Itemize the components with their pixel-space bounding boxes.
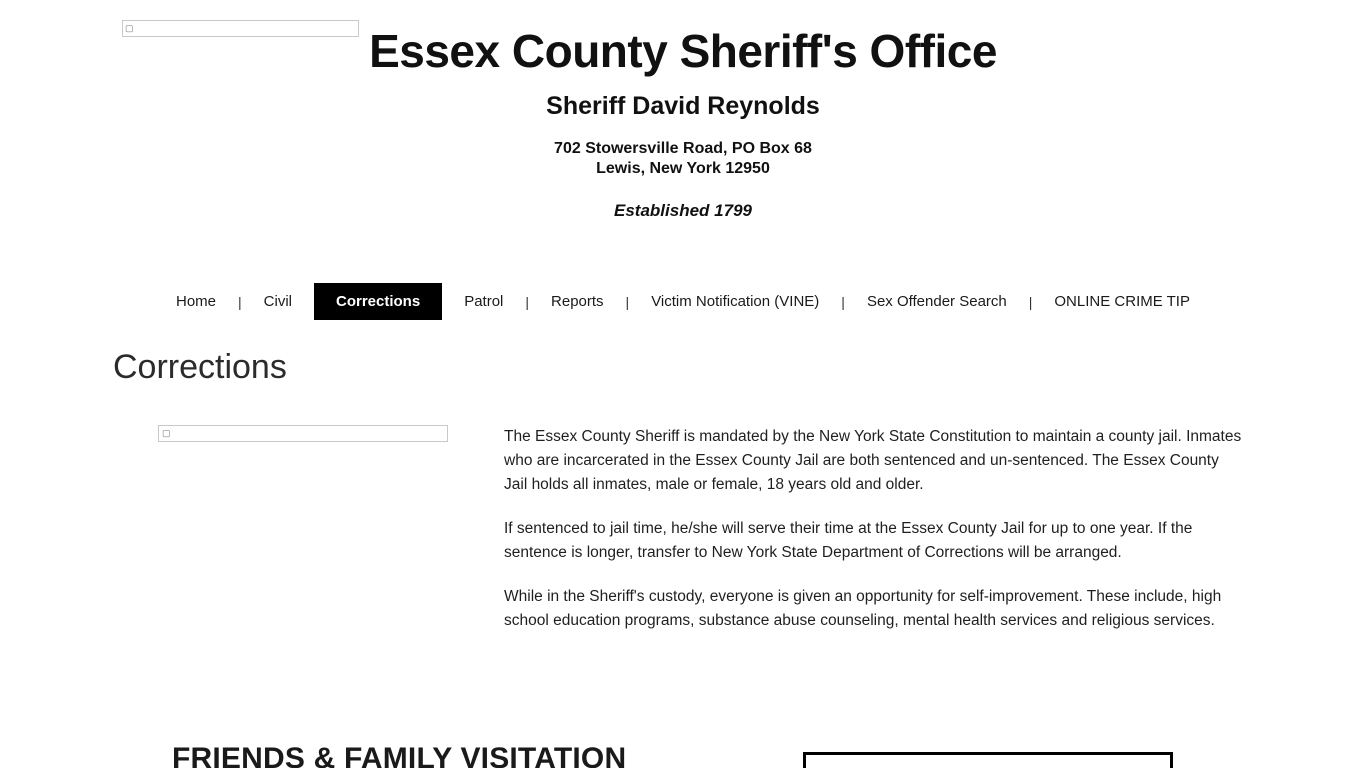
nav-item-reports[interactable]: Reports: [551, 293, 604, 310]
sheriff-name: Sheriff David Reynolds: [546, 92, 820, 120]
corrections-text-column: [504, 425, 1244, 633]
sheriff-logo-image: [122, 20, 359, 37]
visitation-heading: FRIENDS & FAMILY VISITATION: [172, 742, 627, 768]
paragraph-programs: While in the Sheriff's custody, everyone is given an opportunity for self-improvement. These include, high school education programs, substance abuse counseling, mental health services and religious services.: [504, 588, 1222, 629]
broken-image-icon: ▢: [162, 428, 171, 438]
corrections-content: [0, 425, 1366, 633]
nav-item-victim-notification[interactable]: Victim Notification (VINE): [651, 293, 820, 310]
nav-item-civil[interactable]: Civil: [263, 293, 292, 310]
page-title: Corrections: [113, 348, 287, 386]
address-line-2: Lewis, New York 12950: [596, 160, 770, 177]
paragraph-sentencing: If sentenced to jail time, he/she will serve their time at the Essex County Jail for up to one year. If the sentence is longer, transfer to New York State Department of Corrections will be arranged.: [504, 520, 1193, 561]
visitation-info-box: [803, 752, 1173, 768]
nav-separator: |: [841, 293, 845, 310]
broken-image-icon: ▢: [125, 23, 134, 33]
established-text: Established 1799: [614, 201, 752, 220]
nav-item-corrections[interactable]: Corrections: [314, 283, 442, 320]
nav-separator: |: [1028, 293, 1033, 310]
nav-separator: |: [625, 293, 630, 310]
nav-item-sex-offender-search[interactable]: Sex Offender Search: [866, 293, 1007, 310]
main-navigation: [0, 283, 1366, 320]
paragraph-jail-mandate: The Essex County Sheriff is mandated by the New York State Constitution to maintain a county jail. Inmates who are incarcerated in the Essex County Jail are both sentenced and un-sentenced. The Essex County Jail holds all inmates, male or female, 18 years old and older.: [504, 428, 1242, 493]
nav-separator: |: [238, 293, 242, 310]
nav-separator: |: [525, 293, 530, 310]
site-title: Essex County Sheriff's Office: [369, 25, 997, 77]
lower-section: [0, 742, 1366, 768]
nav-item-online-crime-tip[interactable]: ONLINE CRIME TIP: [1054, 293, 1190, 310]
address-line-1: 702 Stowersville Road, PO Box 68: [554, 140, 812, 157]
corrections-image: [158, 425, 448, 442]
nav-item-home[interactable]: Home: [176, 293, 217, 310]
nav-item-patrol[interactable]: Patrol: [464, 293, 504, 310]
